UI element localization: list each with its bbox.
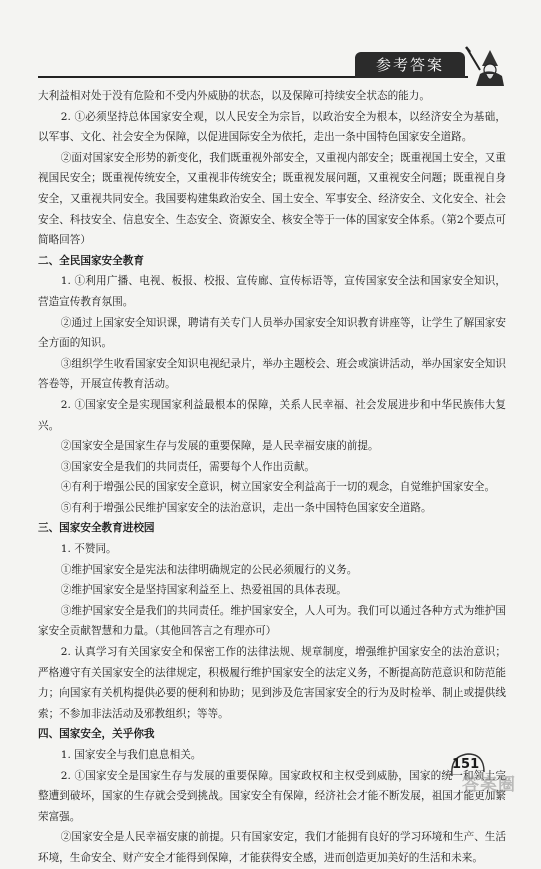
section-heading: 三、国家安全教育进校园 [38,522,155,535]
paragraph: 2. 认真学习有关国家安全和保密工作的法律法规、规章制度，增强维护国家安全的法治意识；严格遵守有关国家安全的法律规定，积极履行维护国家安全的法定义务，不断提高防范意识和防范能力；向国家有关机构提供必要的便利和协助；见到涉及危害国家安全的行为及时检举、制止或提供线索；不参加非法活动及邪教组织；等等。 [38,646,506,720]
header-tab: 参考答案 [355,52,465,78]
paragraph: ①维护国家安全是宪法和法律明确规定的公民必须履行的义务。 [60,563,358,576]
section-heading: 四、国家安全，关乎你我 [38,728,155,741]
paragraph: ③国家安全是我们的共同责任，需要每个人作出贡献。 [60,460,316,473]
wizard-mascot-icon [460,44,510,88]
paragraph: ③维护国家安全是我们的共同责任。维护国家安全，人人可为。我们可以通过各种方式为维护国家安全贡献智慧和力量。（其他回答言之有理亦可） [38,604,506,638]
paragraph: ②通过上国家安全知识课，聘请有关专门人员举办国家安全知识教育讲座等，让学生了解国家安全方面的知识。 [38,316,506,350]
paragraph: 1. 不赞同。 [60,543,117,556]
paragraph: ⑤有利于增强公民维护国家安全的法治意识，走出一条中国特色国家安全道路。 [60,501,432,514]
paragraph: 2. ①国家安全是实现国家利益最根本的保障，关系人民幸福、社会发展进步和中华民族伟大复兴。 [38,398,506,432]
paragraph: 1. 国家安全与我们息息相关。 [60,749,202,761]
paragraph: ③组织学生收看国家安全知识电视纪录片，举办主题校会、班会或演讲活动，举办国家安全知识答卷等，开展宣传教育活动。 [38,357,506,391]
paragraph: ②国家安全是国家生存与发展的重要保障，是人民幸福安康的前提。 [60,440,379,453]
answer-text [38,86,506,869]
page-number: 151 [452,757,480,772]
watermark-logo: 答案圈 [462,775,516,795]
paragraph: 1. ①利用广播、电视、板报、校报、宣传廊、宣传标语等，宣传国家安全法和国家安全知识，营造宣传教育氛围。 [38,275,506,308]
paragraph: 大利益相对处于没有危险和不受内外威胁的状态，以及保障可持续安全状态的能力。 [38,90,430,102]
paragraph: 2. ①国家安全是国家生存与发展的重要保障。国家政权和主权受到威胁，国家的统一和领土完整遭到破坏，国家的生存就会受到挑战。国家安全有保障，经济社会才能不断发展，祖国才能更加繁荣富强。 [38,769,506,823]
section-heading: 二、全民国家安全教育 [38,254,144,267]
paragraph: 2. ①必须坚持总体国家安全观，以人民安全为宗旨，以政治安全为根本，以经济安全为基础，以军事、文化、社会安全为保障，以促进国际安全为依托，走出一条中国特色国家安全道路。 [38,110,506,144]
paragraph: ④有利于增强公民的国家安全意识，树立国家安全利益高于一切的观念，自觉维护国家安全。 [60,481,496,494]
paragraph: ②面对国家安全形势的新变化，我们既重视外部安全，又重视内部安全；既重视国土安全，又重视国民安全；既重视传统安全，又重视非传统安全；既重视发展问题，又重视安全问题；既重视自身安全，又重视共同安全。我国要构建集政治安全、国土安全、军事安全、经济安全、文化安全、社会安全、科技安全、信息安全、生态安全、资源安全、核安全等于一体的国家安全体系。（第2个要点可简略回答） [38,151,506,247]
paragraph: ②国家安全是人民幸福安康的前提。只有国家安定，我们才能拥有良好的学习环境和生产、生活环境，生命安全、财产安全才能得到保障，才能获得安全感，进而创造更加美好的生活和未来。 [38,831,506,864]
paragraph: ②维护国家安全是坚持国家利益至上、热爱祖国的具体表现。 [60,584,347,597]
